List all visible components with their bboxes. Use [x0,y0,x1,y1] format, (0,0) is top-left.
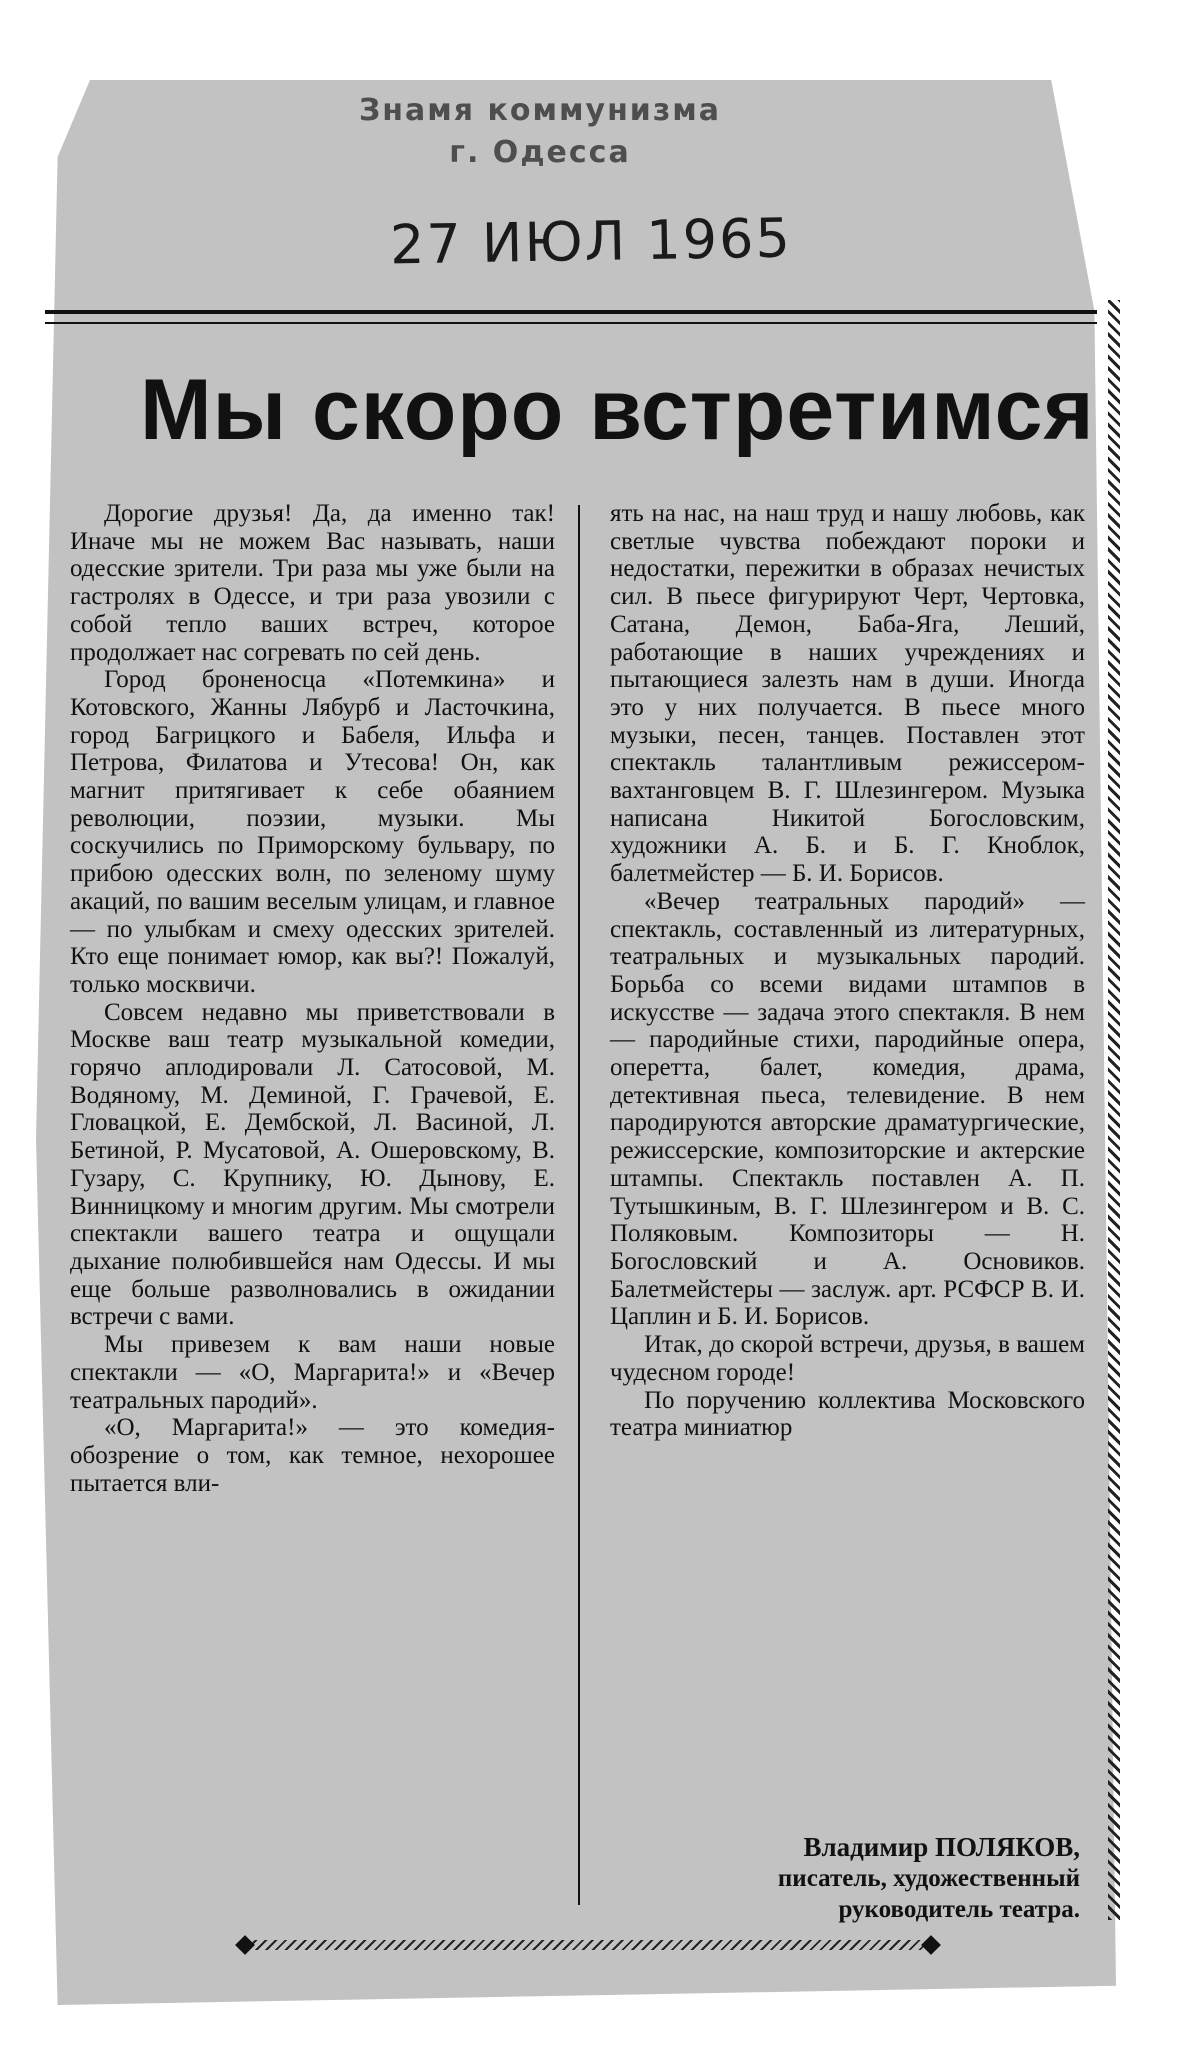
header-rule [45,310,1097,324]
left-paragraph-1: Дорогие друзья! Да, да именно так! Иначе мы не можем Вас называть, наши одесские зрители. Три раза мы уже были на гастролях в Одессе, и три раза увозили с собой тепло ваших встреч, которое продолжает нас согревать по сей день. [70,500,555,666]
signature-block [610,1832,1080,1925]
right-column [610,500,1085,1442]
left-paragraph-4: Мы привезем к вам наши новые спектакли — «О, Маргарита!» и «Вечер театральных пародий». [70,1331,555,1414]
signature-role-line1: писатель, художественный [777,1865,1080,1892]
right-paragraph-3: По поручению коллектива Московского театра миниатюр [610,1386,1085,1442]
right-paragraph-1: «Вечер театральных пародий» — спектакль, составленный из литературных, театральных и музыкальных пародий. Борьба со всеми видами штампов в искусстве — задача этого спектакля. В нем — пародийные стихи, пародийные опера, оперетта, балет, комедия, драма, детективная пьеса, телевидение. В нем пародируются авторские драматургические, режиссерские, композиторские и актерские штампы. Спектакль поставлен А. П. Тутышкиным, В. Г. Шлезингером и В. С. Поляковым. Композиторы — Н. Богословский и А. Основиков. Балетмейстеры — заслуж. арт. РСФСР В. И. Цаплин и Б. И. Борисов. [610,887,1085,1331]
bottom-decorative-rule [245,1940,930,1950]
newspaper-stamp [300,90,780,174]
stamp-newspaper-name: Знамя коммунизма [358,93,722,128]
left-paragraph-2: Город броненосца «Потемкина» и Котовского, Жанны Лябурб и Ласточкина, город Багрицкого и Бабеля, Ильфа и Петрова, Филатова и Утесова! Он, как магнит притягивает к себе обаянием революции, поэзии, музыки. Мы соскучились по Приморскому бульвару, по прибою одесских волн, по зеленому шуму акаций, по вашим веселым улицам, и главное — по улыбкам и смеху одесских зрителей. Кто еще понимает юмор, как вы?! Пожалуй, только москвичи. [70,666,555,998]
left-column [70,500,555,1497]
article-title: Мы скоро встретимся [140,362,1095,458]
side-decorative-border [1108,300,1120,1920]
column-divider [578,505,580,1905]
signature-role-line2: руководитель театра. [838,1896,1080,1923]
right-paragraph-continuation: ять на нас, на наш труд и нашу любовь, как светлые чувства побеждают пороки и недостатки, пережитки в образах нечистых сил. В пьесе фигурируют Черт, Чертовка, Сатана, Демон, Баба-Яга, Леший, работающие в наших учреждениях и пытающиеся залезть нам в души. Иногда это у них получается. В пьесе много музыки, песен, танцев. Поставлен этот спектакль талантливым режиссером-вахтанговцем В. Г. Шлезингером. Музыка написана Никитой Богословским, художники А. Б. и Б. Г. Кноблок, балетмейстер — Б. И. Борисов. [610,500,1085,888]
signature-name: Владимир ПОЛЯКОВ, [803,1832,1080,1862]
left-paragraph-3: Совсем недавно мы приветствовали в Москве ваш театр музыкальной комедии, горячо аплодировали Л. Сатосовой, М. Водяному, М. Деминой, Г. Грачевой, Е. Гловацкой, Е. Дембской, Л. Васиной, Л. Бетиной, Р. Мусатовой, А. Ошеровскому, В. Гузару, С. Крупнику, Ю. Дынову, Е. Винницкому и многим другим. Мы смотрели спектакли вашего театра и ощущали дыхание полюбившейся нам Одессы. И мы еще больше разволновались в ожидании встречи с вами. [70,998,555,1331]
right-paragraph-2: Итак, до скорой встречи, друзья, в вашем чудесном городе! [610,1331,1085,1386]
stamp-date: 27 ИЮЛ 1965 [389,206,793,277]
stamp-city: г. Одесса [449,135,631,170]
left-paragraph-5: «О, Маргарита!» — это комедия-обозрение о том, как темное, нехорошее пытается вли- [70,1414,555,1497]
